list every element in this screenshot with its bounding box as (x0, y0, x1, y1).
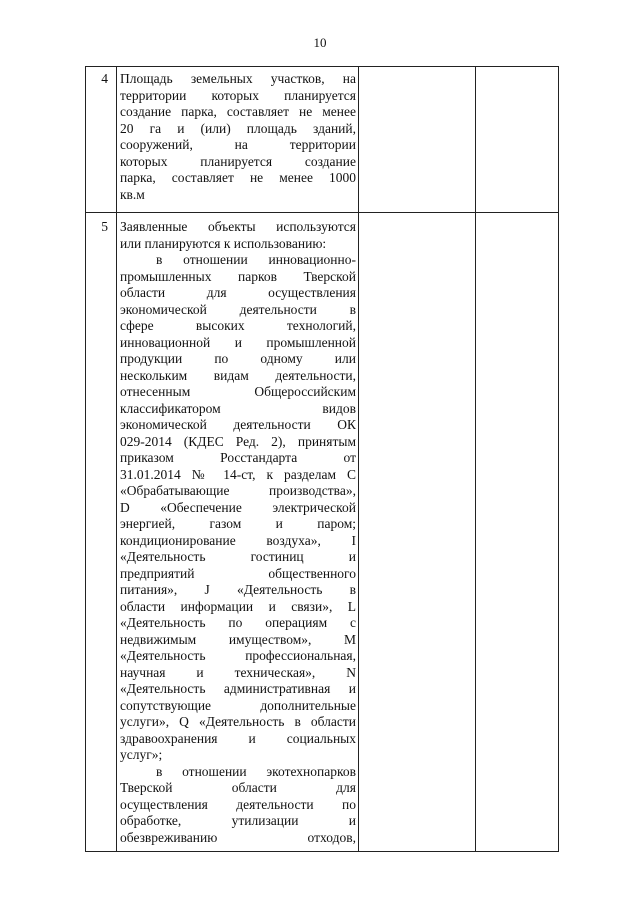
row-5-text (120, 219, 356, 846)
table-border-bottom (85, 851, 559, 852)
text-line: осуществления деятельности по (120, 796, 356, 812)
text-line: обезвреживанию отходов, (120, 829, 356, 845)
text-line: создание парка, составляет не менее (120, 104, 356, 119)
text-line: в отношении инновационно- (156, 252, 356, 267)
text-line: обработке, утилизации и (120, 813, 356, 828)
text-line: кв.м (120, 186, 145, 202)
text-line: научная и техническая», N (120, 664, 356, 680)
text-line: услуги», Q «Деятельность в области (120, 714, 356, 729)
text-line: в отношении экотехнопарков (156, 763, 356, 779)
column-divider-1 (116, 66, 117, 852)
text-line: энергией, газом и паром; (120, 516, 356, 531)
text-line: питания», J «Деятельность в (120, 582, 356, 597)
text-line: Тверской области для (120, 780, 356, 795)
table-border-top (85, 66, 559, 67)
text-line: отнесенным Общероссийским (120, 384, 356, 399)
text-line: приказом Росстандарта от (120, 450, 356, 465)
text-line: 20 га и (или) площадь зданий, (120, 120, 356, 136)
text-line: здравоохранения и социальных (120, 730, 356, 746)
text-line: или планируются к использованию: (120, 235, 327, 251)
text-line: «Деятельность административная и (120, 681, 356, 696)
text-line: D «Обеспечение электрической (120, 499, 356, 515)
text-line: «Деятельность по операциям с (120, 615, 356, 630)
text-line: инновационной и промышленной (120, 334, 356, 350)
row-number: 4 (101, 71, 108, 86)
text-line: кондиционирование воздуха», I (120, 532, 356, 548)
text-line: продукции по одному или (120, 351, 356, 366)
text-line: предприятий общественного (120, 565, 356, 581)
page-number: 10 (313, 35, 327, 50)
text-line: области для осуществления (120, 285, 356, 300)
text-line: недвижимым имуществом», M (120, 631, 356, 647)
text-line: парка, составляет не менее 1000 (120, 170, 356, 185)
text-line: нескольким видам деятельности, (120, 367, 356, 383)
text-line: промышленных парков Тверской (120, 268, 356, 284)
row-divider (85, 212, 559, 213)
text-line: Заявленные объекты используются (120, 219, 356, 234)
text-line: классификатором видов (120, 400, 356, 416)
text-line: услуг»; (120, 747, 163, 762)
text-line: области информации и связи», L (120, 598, 356, 614)
text-line: 31.01.2014 № 14-ст, к разделам C (120, 466, 356, 482)
row-4-text (120, 71, 356, 203)
text-line: «Деятельность профессиональная, (120, 648, 356, 663)
text-line: 029-2014 (КДЕС Ред. 2), принятым (120, 433, 356, 449)
text-line: территории которых планируется (120, 87, 356, 103)
row-number: 5 (101, 219, 108, 234)
text-line: сфере высоких технологий, (120, 318, 356, 333)
text-line: экономической деятельности в (120, 301, 356, 317)
table-border-right (558, 66, 559, 852)
column-divider-3 (475, 66, 476, 852)
text-line: сооружений, на территории (120, 137, 356, 152)
column-divider-2 (358, 66, 359, 852)
text-line: сопутствующие дополнительные (120, 697, 356, 713)
text-line: «Деятельность гостиниц и (120, 549, 356, 564)
text-line: экономической деятельности ОК (120, 417, 356, 432)
text-line: «Обрабатывающие производства», (120, 483, 356, 498)
text-line: которых планируется создание (120, 153, 356, 169)
text-line: Площадь земельных участков, на (120, 71, 356, 86)
table-border-left (85, 66, 86, 852)
